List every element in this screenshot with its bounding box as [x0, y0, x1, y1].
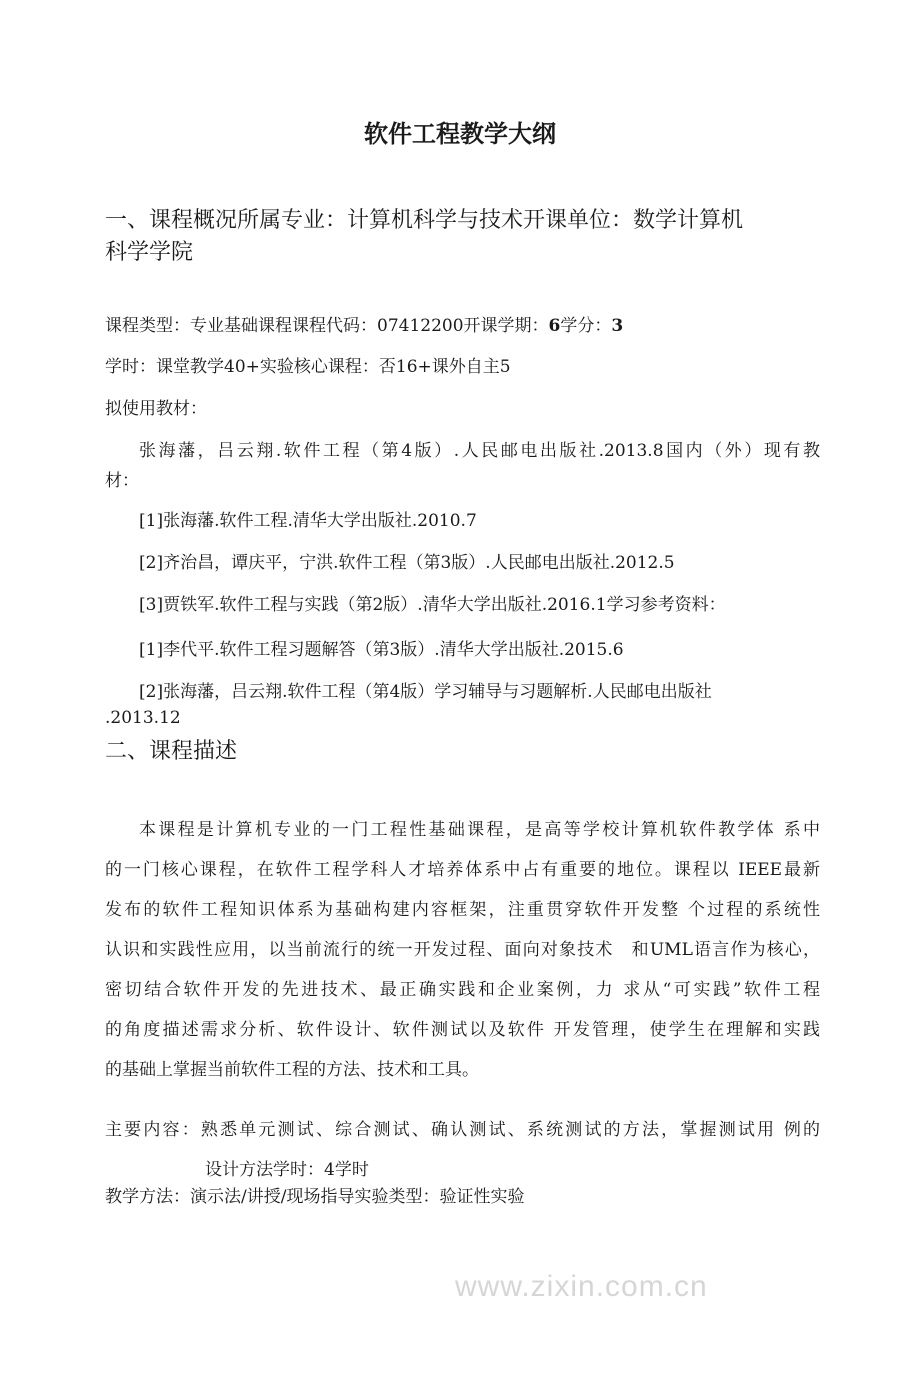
course-type-text: 课程类型：专业基础课程课程代码：07412200开课学期： [105, 316, 549, 336]
document-title: 软件工程教学大纲 [364, 120, 556, 148]
reference-item: [1]张海藩.软件工程.清华大学出版社.2010.7 [139, 511, 477, 531]
description-line: 发布的软件工程知识体系为基础构建内容框架，注重贯穿软件开发整 个过程的系统性 [105, 900, 820, 920]
reference-item: [2]张海藩，吕云翔.软件工程（第4版）学习辅导与习题解析.人民邮电出版社 [139, 682, 712, 702]
description-line: 本课程是计算机专业的一门工程性基础课程，是高等学校计算机软件教学体 系中 [139, 820, 820, 840]
textbook-label: 拟使用教材： [105, 399, 207, 419]
hours-line: 学时：课堂教学40+实验核心课程：否16+课外自主5 [105, 357, 511, 377]
credits-label: 学分： [560, 316, 612, 336]
teaching-method-line: 教学方法：演示法/讲授/现场指导实验类型：验证性实验 [105, 1187, 525, 1207]
reference-item: [2]齐治昌，谭庆平，宁洪.软件工程（第3版）.人民邮电出版社.2012.5 [139, 553, 675, 573]
semester-value: 6 [548, 316, 561, 336]
main-content-line: 主要内容：熟悉单元测试、综合测试、确认测试、系统测试的方法，掌握测试用 例的 [105, 1120, 820, 1140]
reference-item-cont: .2013.12 [105, 708, 181, 728]
main-content-line-cont: 设计方法学时：4学时 [205, 1160, 369, 1180]
section1-heading-cont: 科学学院 [105, 240, 194, 265]
description-line: 的一门核心课程，在软件工程学科人才培养体系中占有重要的地位。课程以 IEEE最新 [105, 860, 820, 880]
description-line: 的基础上掌握当前软件工程的方法、技术和工具。 [105, 1060, 479, 1080]
textbook-line-cont: 材： [105, 471, 139, 491]
watermark: www.zixin.com.cn [455, 1270, 708, 1303]
course-type-line [105, 315, 623, 337]
description-line: 密切结合软件开发的先进技术、最正确实践和企业案例，力 求从“可实践”软件工程 [105, 980, 820, 1000]
section2-heading: 二、课程描述 [105, 739, 238, 764]
credits-value: 3 [611, 316, 624, 336]
section1-heading: 一、课程概况所属专业：计算机科学与技术开课单位：数学计算机 [105, 208, 744, 233]
description-line: 认识和实践性应用，以当前流行的统一开发过程、面向对象技术 和UML语言作为核心， [105, 940, 820, 960]
description-line: 的角度描述需求分析、软件设计、软件测试以及软件 开发管理，使学生在理解和实践 [105, 1020, 820, 1040]
reference-item: [1]李代平.软件工程习题解答（第3版）.清华大学出版社.2015.6 [139, 640, 624, 660]
reference-item: [3]贾铁军.软件工程与实践（第2版）.清华大学出版社.2016.1学习参考资料： [139, 595, 726, 615]
textbook-line: 张海藩，吕云翔.软件工程（第4版）.人民邮电出版社.2013.8国内（外）现有教 [139, 441, 820, 461]
